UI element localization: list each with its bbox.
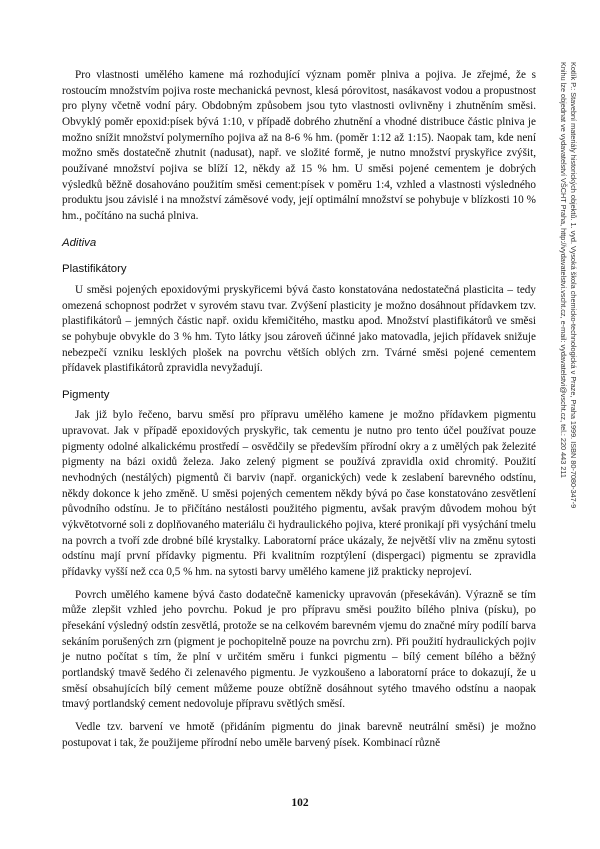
paragraph-filler-binder-ratio: Pro vlastnosti umělého kamene má rozhodující význam poměr plniva a pojiva. Je zřejmé, že s rostoucím množstvím pojiva roste mechanická pevnost, klesá pórovitost, nasákavost vodou a propustnost pro plyny včetně vodní páry. Obdobným způsobem jsou tyto vlastnosti ovlivněny i zhutněním směsi. Obvyklý poměr epoxid:písek bývá 1:10, v případě dobrého zhutnění a vhodné distribuce částic plniva je možno snížit množství polymerního pojiva až na 8-6 % hm. (poměr 1:12 až 1:15). Naopak tam, kde není možno směs dostatečně zhutnit (nadusat), např. ve složité formě, je nutno množství pryskyřice zvýšit, používané množství pojiva se blíží 12, někdy až 15 % hm. U směsi pojené cementem je dobrých výsledků běžně dosahováno použitím směsi cement:písek v poměru 1:4, vzhled a vlastnosti výsledného produktu jsou závislé i na množství záměsové vody, její optimální množství se pohybuje v blízkosti 10 % hm., počítáno na suchá plniva.: [62, 69, 536, 222]
subheading-plastifikatory: Plastifikátory: [62, 263, 127, 276]
subheading-pigmenty: Pigmenty: [62, 388, 110, 401]
body-text: [62, 68, 536, 751]
page-number: 102: [291, 797, 309, 809]
paragraph-plastifiers: U směsi pojených epoxidovými pryskyřicemi bývá často konstatována nedostatečná plasticita – tedy omezená schopnost podržet v syrovém stavu tvar. Zvýšení plasticity je možno dosáhnout přídavkem tzv. plastifikátorů – jemných částic např. oxidu křemičitého, mastku apod. Množství plastifikátorů ve směsi se pohybuje obvykle do 3 % hm. Tyto látky jsou zároveň účinné jako matovadla, jejich přídavek snižuje nebezpečí vzniku lesklých plošek na povrchu větších oblých zrn. Tvárné směsi pojené cementem přídavek plastifikátorů zpravidla nevyžadují.: [62, 283, 536, 375]
side-citation-line-1: Kotlík P.: Stavební materiály historických objektů. 1. vyd. Vysoká škola chemicko-technologická v Praze, Praha 1999. ISBN 80-7080-347-9: [569, 62, 578, 509]
paragraph-colored-sand: Vedle tzv. barvení ve hmotě (přidáním pigmentu do jinak barevně neutrální směsi) je možno postupovat i tak, že použijeme přírodní nebo uměle barvený písek. Kombinací různě: [62, 720, 536, 749]
side-citation: [548, 62, 578, 509]
paragraph-surface-treatment: Povrch umělého kamene bývá často dodatečně kamenicky upravován (přesekáván). Výrazně se tím může zlepšit vzhled jeho povrchu. Pokud je pro přípravu směsi použito bílého plniva (písku), po přesekání výsledný odstín zesvětlá, protože se na celkovém barevném vjemu do značné míry podílí barva sekáním porušených zrn (pigment je pochopitelně pouze na povrchu zrn). Při použití hydraulických pojiv je nutno počítat s tím, že plní v určitém směru i funkci pigmentu – bílý cement bílého a běžný portlandský tmavě šedého či zelenavého pigmentu. Je vyzkoušeno a laboratorní práce to dokazují, že u směsí obsahujících bílý cement můžeme pouze obtížně dosáhnout sytého tmavého odstínu a naopak tmavý portlandský cement nedovoluje přípravu světlých směsí.: [62, 588, 536, 711]
section-heading-aditiva: Aditiva: [62, 236, 97, 249]
side-citation-line-2: Knihu lze objednat ve vydavatelství VŠCHT Praha, http://vydavatelstvi.vscht.cz, e-mail: vydavatelstvi@vscht.cz, tel.: 220 443 211: [559, 62, 568, 478]
paragraph-pigments: Jak již bylo řečeno, barvu směsí pro přípravu umělého kamene je možno přídavkem pigmentu upravovat. Jak v případě epoxidových pryskyřic, tak cementu je nutno pro tento účel používat pouze pigmenty odolné alkalickému prostředí – osvědčily se především přírodní okry a z umělých pak železité pigmenty na bázi oxidů železa. Jako zelený pigment se používá zpravidla oxid chromitý. Použití nevhodných (nestálých) pigmentů či barviv (např. organických) vede k zeslabení barevného odstínu, někdy dokonce k jeho změně. U směsi pojených cementem někdy bývá po čase konstatováno zesvětlení původního odstínu. Je to přičítáno nestálosti použitého pigmentu, avšak pravým důvodem mohou být výkvětotvorné soli z doplňovaného materiálu či hydraulického pojiva, které pronikají při vysýchání tmelu na povrch a tvoří zde drobné bílé krystalky. Laboratorní práce ukázaly, že největší vliv na změnu sytosti odstínu mají první přídavky pigmentu. Při kvalitním rozptýlení (dispergaci) pigmentu se zpravidla přídavky vyšší než cca 0,5 % hm. na sytosti barvy umělého kamene již prakticky neprojeví.: [62, 409, 536, 579]
